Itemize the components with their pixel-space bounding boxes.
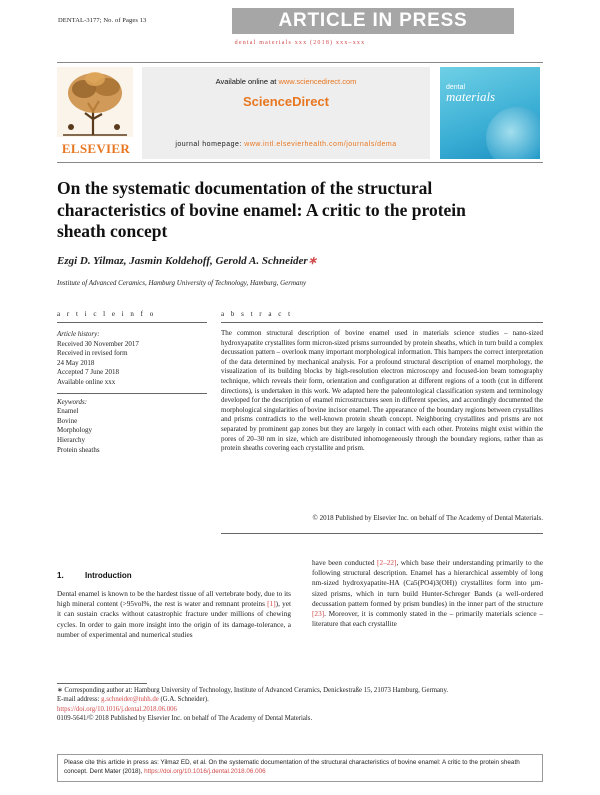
history-label: Article history: [57, 330, 100, 338]
body-text: , which base their understanding primarily to the following structural description. Enamel has a hierarchical assembly of long nm-sized hydroxyapatite-HA (Ca5(PO4)3(OH)) crystallites form into µm-sized prisms, which in turn build Hunter-Schreger Bands (a well-ordered decussation pattern formed by prism bundles) in the inner part of the structure [312, 558, 543, 608]
abstract-heading: a b s t r a c t [221, 310, 293, 318]
cover-line-2: materials [446, 89, 496, 104]
keywords-label: Keywords: [57, 397, 88, 406]
available-prefix: Available online at [215, 77, 279, 86]
journal-cover-thumbnail [440, 67, 540, 159]
body-text: ), yet it can sustain cracks without catastrophic fracture under millions of chewing cycles. In order to gain more insight into the origin of its damage-tolerance, a number of experimental and numerical studies [57, 599, 291, 639]
footnote-rule [57, 683, 147, 684]
available-online-line [142, 77, 430, 86]
body-column-right [312, 558, 543, 629]
email-line [57, 695, 543, 704]
sciencedirect-box [142, 67, 430, 159]
article-title: On the systematic documentation of the structural characteristics of bovine enamel: A critic to the protein sheath concept [57, 178, 466, 241]
keyword: Morphology [57, 426, 92, 435]
footnotes [57, 686, 543, 724]
keyword: Enamel [57, 407, 79, 416]
body-text: have been conducted [312, 558, 378, 567]
history-item: Accepted 7 June 2018 [57, 368, 120, 377]
body-text: . Moreover, it is commonly stated in the – primarily materials science – literature that each crystallite [312, 609, 543, 629]
body-text: Dental enamel is known to be the hardest tissue of all vertebrate body, due to its high mineral content (>95vol%, the rest is water and remnant proteins [57, 589, 291, 609]
abstract-text: The common structural description of bovine enamel used in materials science studies – nano-sized hydroxyapatite crystallites form micron-sized prisms surrounded by protein sheaths, which in turn build a complex decussation pattern – overlook many important morphological information. This hampers the correct interpretation of the data determined by mechanical analysis. For a profound structural description of enamel morphology, the visualization of its building blocks by high-resolution electron microscopy and focused-ion beam tomography technique, which reveals their form, orientation and configuration at different regions of a tooth (cut in different directions), is undertaken in this work. We adapted here the paleontological classification system and terminology developed for the description of enamel microstructures seen in different species, and accordingly documented the morphological singularities of bovine incisor enamel. The appearance of the boundary regions between crystallites and prisms contradicts to the well-known protein sheath concept. Neighboring crystallites and prisms are not separated by prominent gap zones but they are largely in contact with each other. Proteins might exist within the pores of 20–30 nm in size, which are distributed inhomogeneously through the boundary regions, rather than as protein sheaths covering each crystallite and prism. [221, 329, 543, 453]
email-prefix: E-mail address: [57, 696, 102, 704]
citation-text: Please cite this article in press as: Yilmaz ED, et al. On the systematic documentation of the structural characteristics of bovine enamel: A critic to the protein sheath concept. Dent Mater (2018), [64, 759, 520, 776]
manuscript-meta: DENTAL-3177; No. of Pages 13 [58, 17, 147, 24]
running-head: dental materials xxx (2018) xxx–xxx [234, 40, 366, 46]
corresponding-author-note: ∗ Corresponding author at: Hamburg University of Technology, Institute of Advanced Ceramics, Denickestraße 15, 21073 Hamburg, Germany. [57, 687, 449, 694]
email-link[interactable]: g.schneider@tuhh.de [101, 696, 159, 704]
affiliation: Institute of Advanced Ceramics, Hamburg University of Technology, Hamburg, Germany [57, 279, 307, 287]
citation-link[interactable]: [1] [267, 599, 276, 609]
info-divider [57, 393, 207, 394]
author-list [57, 254, 317, 267]
history-item: 24 May 2018 [57, 358, 95, 367]
article-info-rule [57, 322, 207, 323]
abstract-copyright: © 2018 Published by Elsevier Inc. on behalf of The Academy of Dental Materials. [312, 514, 543, 522]
journal-homepage-link[interactable]: www.intl.elsevierhealth.com/journals/dema [244, 141, 397, 148]
citation-link[interactable]: [23] [312, 609, 325, 619]
article-in-press-banner: ARTICLE IN PRESS [232, 8, 514, 34]
corresponding-author-mark[interactable]: ∗ [307, 255, 317, 267]
citation-box [57, 754, 543, 782]
homepage-prefix: journal homepage: [175, 141, 245, 148]
cover-title [446, 83, 495, 104]
abstract-bottom-rule [221, 533, 543, 534]
sciencedirect-link[interactable]: www.sciencedirect.com [278, 77, 357, 86]
email-suffix: (G.A. Schneider). [158, 696, 209, 704]
body-column-left [57, 589, 291, 640]
history-item: Available online xxx [57, 377, 116, 386]
citation-link[interactable]: [2–22] [377, 558, 397, 567]
cover-graphic [486, 107, 540, 159]
elsevier-tree-logo [57, 67, 133, 137]
history-item: Received 30 November 2017 [57, 339, 139, 348]
history-item: Received in revised form [57, 349, 128, 358]
keyword: Protein sheaths [57, 445, 100, 454]
article-info-heading: a r t i c l e i n f o [57, 310, 156, 318]
journal-banner [57, 62, 543, 163]
article-info-panel [57, 330, 207, 455]
section-heading-introduction [57, 571, 132, 580]
elsevier-wordmark: ELSEVIER [61, 141, 131, 156]
section-title: Introduction [85, 571, 132, 580]
journal-homepage-line [142, 141, 430, 148]
section-number: 1. [57, 571, 64, 580]
issn-line: 0109-5641/© 2018 Published by Elsevier Inc. on behalf of The Academy of Dental Materials. [57, 715, 313, 723]
abstract-rule [221, 322, 543, 323]
citation-doi-link[interactable]: https://doi.org/10.1016/j.dental.2018.06.006 [144, 768, 266, 776]
top-bar [0, 0, 600, 38]
keyword: Bovine [57, 416, 78, 425]
doi-link[interactable]: https://doi.org/10.1016/j.dental.2018.06.006 [57, 705, 177, 713]
keyword: Hierarchy [57, 435, 85, 444]
author-names: Ezgi D. Yilmaz, Jasmin Koldehoff, Gerold A. Schneider [57, 255, 308, 267]
cover-line-1: dental [446, 84, 466, 91]
sciencedirect-logo-text: ScienceDirect [243, 94, 329, 109]
